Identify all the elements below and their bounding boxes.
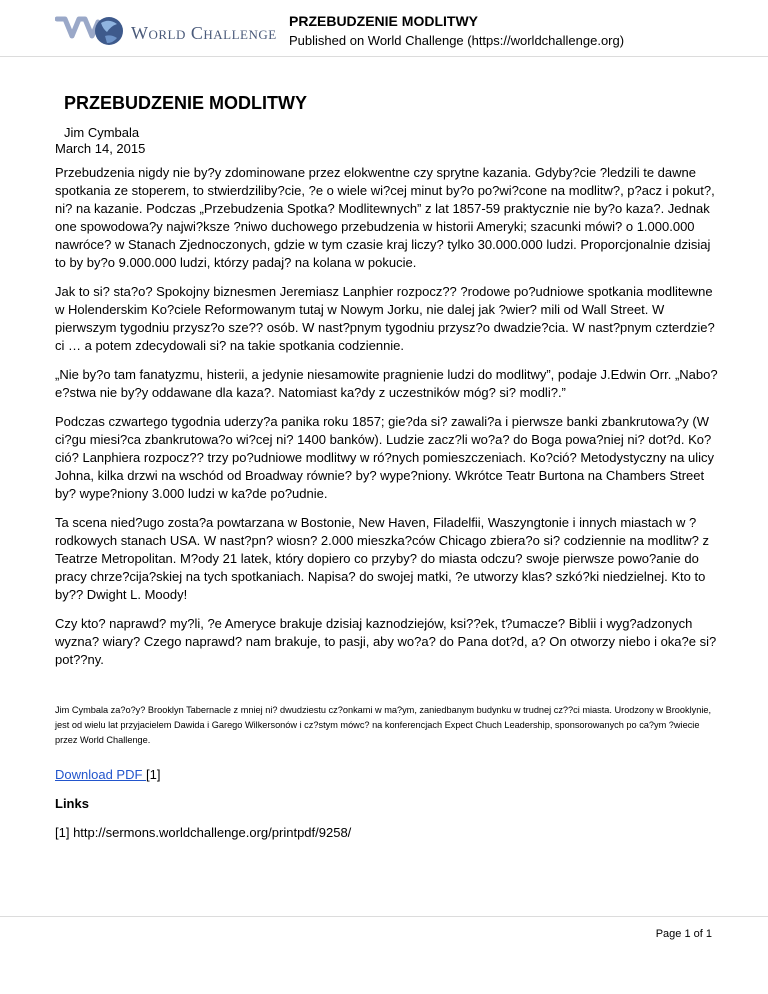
world-challenge-logo-icon: [55, 14, 127, 48]
paragraph-3: „Nie by?o tam fanatyzmu, histerii, a jedynie niesamowite pragnienie ludzi do modlitwy”, podaje J.Edwin Orr. „Nabo?e?stwa nie by?y oddawane dla kaza?. Natomiast ka?dy z uczestników móg? si? modli?.”: [55, 367, 718, 400]
article-body: [55, 164, 720, 853]
download-row: [55, 766, 720, 784]
paragraph-5: Ta scena nied?ugo zosta?a powtarzana w Bostonie, New Haven, Filadelfii, Waszyngtonie i innych miastach w ?rodkowych stanach USA. W nast?pn? wiosn? 2.000 mieszka?ców Chicago zbiera?o si? codziennie na modlitw? z Teatrze Metropolitan. M?ody 21 latek, który dopiero co przyby? do miasta odczu? swoje pierwsze powo?anie do pracy chrze?cija?skiej na tych spotkaniach. Napisa? do swojej matki, ?e utworzy klas? szkó?ki niedzielnej. Kto to by?? Dwight L. Moody!: [55, 515, 709, 602]
paragraph-1: Przebudzenia nigdy nie by?y zdominowane przez elokwentne czy sprytne kazania. Gdyby?cie ?ledzili te dawne spotkania ze stoperem, to stwierdziliby?cie, ?e o wiele wi?cej minut by?o po?wi?cone na modlitw?, p?acz i pokut?, ni? na kazanie. Podczas „Przebudzenia Spotka? Modlitewnych” z lat 1857-59 praktycznie nie by?o kaza?. Jednak one spowodowa?y najwi?ksze ?niwo duchowego przebudzenia w historii Ameryki; szacunki mówi? o 1.000.000 nawróce? w Stanach Zjednoczonych, gdzie w tym czasie kraj liczy? tylko 30.000.000 ludzi. Proporcjonalnie dzisiaj to by by?o 9.000.000 ludzi, którzy padaj? na kolana w pokucie.: [55, 165, 715, 270]
paragraph-4: Podczas czwartego tygodnia uderzy?a panika roku 1857; gie?da si? zawali?a i pierwsze banki zbankrutowa?y (W ci?gu miesi?ca zbankrutowa?o wi?cej ni? 1400 banków). Ludzie zacz?li wo?a? do Boga powa?niej ni? dot?d. Ko?ció? Lanphiera rozpocz?? trzy po?udniowe modlitwy w ró?nych pomieszczeniach. Ko?ció? Metodystyczny na ulicy Johna, kilka drzwi na wschód od Broadway równie? by? wype?niony. Wkrótce Teatr Burtona na Chambers Street by? wype?niony 3.000 ludzi w ka?de po?udnie.: [55, 414, 715, 501]
article-date: March 14, 2015: [55, 141, 146, 156]
world-challenge-logo: [55, 14, 277, 48]
paragraph-6: Czy kto? naprawd? my?li, ?e Ameryce brakuje dzisiaj kaznodziejów, ksi??ek, t?umacze? Biblii i wyg?adzonych wyzna? wiary? Czego naprawd? nam brakuje, to pasji, aby wo?a? do Pana dot?d, a? On otworzy niebo i oka?e si? pot??ny.: [55, 616, 717, 667]
header-subtitle: Published on World Challenge (https://worldchallenge.org): [289, 33, 625, 48]
header-title: PRZEBUDZENIE MODLITWY: [289, 13, 478, 29]
logo-text: World Challenge: [131, 22, 277, 43]
download-ref: [1]: [146, 767, 161, 782]
paragraph-2: Jak to si? sta?o? Spokojny biznesmen Jeremiasz Lanphier rozpocz?? ?rodowe po?udniowe spotkania modlitewne w Holenderskim Ko?ciele Reformowanym tutaj w Nowym Jorku, nie dalej jak ?wier? mili od Wall Street. W pierwszym tygodniu przysz?o sze?? osób. W nast?pnym tygodniu przysz?o dwadzie?cia. W nast?pnym czterdzie?ci … a potem zdecydowali si? na takie spotkania codziennie.: [55, 284, 715, 353]
download-pdf-link[interactable]: Download PDF: [55, 767, 147, 782]
author-bio: Jim Cymbala za?o?y? Brooklyn Tabernacle z mniej ni? dwudziestu cz?onkami w ma?ym, zaniedbanym budynku w trudnej cz??ci miasta. Urodzony w Brooklynie, jest od wielu lat przyjacielem Dawida i Garego Wilkersonów i cz?stym mówc? na konferencjach Expect Chuch Leadership, sponsorowanych po ca?ym ?wiecie przez World Challenge.: [55, 705, 712, 745]
page-number: Page 1 of 1: [655, 928, 712, 940]
footer-divider: [0, 916, 768, 917]
links-heading: Links: [55, 796, 89, 811]
article-title: PRZEBUDZENIE MODLITWY: [64, 93, 307, 113]
header-divider: [0, 56, 768, 57]
article-author: Jim Cymbala: [64, 125, 140, 140]
link-item[interactable]: [1] http://sermons.worldchallenge.org/printpdf/9258/: [55, 825, 352, 840]
